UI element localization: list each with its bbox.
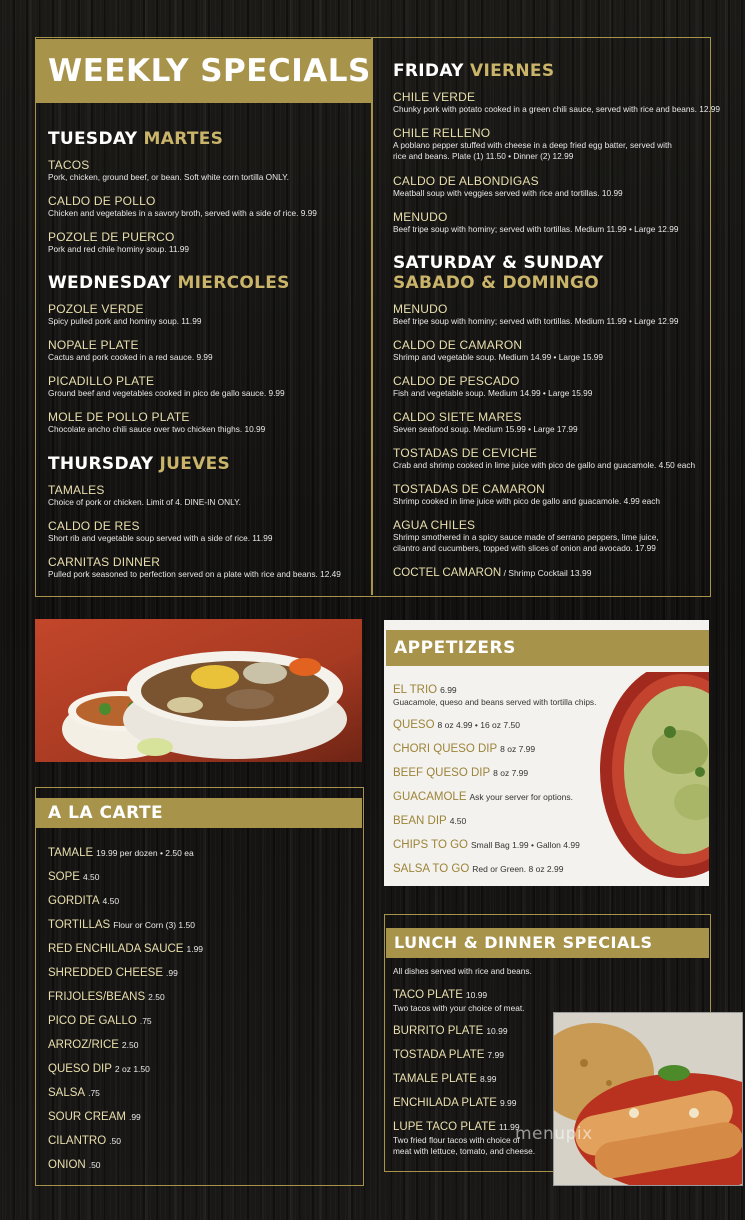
menu-item: CARNITAS DINNER Pulled pork seasoned to perfection served on a plate with rice and beans. 12.49 [48,555,341,579]
menu-item: SHREDDED CHEESE .99 [48,967,178,979]
friday-heading: FRIDAY VIERNES [393,61,555,81]
taco-plate-desc: Two tacos with your choice of meat. [393,1003,525,1013]
menu-item: CHORI QUESO DIP 8 oz 7.99 [393,743,536,755]
menu-item: CALDO DE CAMARON Shrimp and vegetable soup. Medium 14.99 • Large 15.99 [393,338,604,362]
menu-item: CALDO DE ALBONDIGAS Meatball soup with veggies served with rice and tortillas. 10.99 [393,174,623,198]
weekly-specials-title: WEEKLY SPECIALS [36,39,371,103]
menu-item: FRIJOLES/BEANS 2.50 [48,991,165,1003]
menu-item: QUESO DIP 2 oz 1.50 [48,1063,150,1075]
menu-item: TAMALE PLATE 8.99 [393,1073,497,1085]
weekly-specials-divider [371,37,373,595]
coctel-camaron: COCTEL CAMARON / Shrimp Cocktail 13.99 [393,567,592,579]
menu-item: CALDO DE POLLO Chicken and vegetables in a savory broth, served with a side of rice. 9.99 [48,194,317,218]
menu-item: TACOS Pork, chicken, ground beef, or bean. Soft white corn tortilla ONLY. [48,158,289,182]
thursday-heading: THURSDAY JUEVES [48,454,231,474]
menu-item: CALDO SIETE MARES Seven seafood soup. Medium 15.99 • Large 17.99 [393,410,578,434]
menu-item: MENUDO Beef tripe soup with hominy; served with tortillas. Medium 11.99 • Large 12.99 [393,302,679,326]
watermark-text: menupix [515,1124,593,1144]
menu-item: CALDO DE RES Short rib and vegetable soup served with a side of rice. 11.99 [48,519,273,543]
lupe-taco-desc: Two fried flour tacos with choice of meat with lettuce, tomato, and cheese. [393,1135,536,1156]
guacamole-image [600,672,709,886]
menu-item: TOSTADAS DE CEVICHE Crab and shrimp cooked in lime juice with pico de gallo and guacamole. 4.50 each [393,446,696,470]
menu-item: BEAN DIP 4.50 [393,815,467,827]
menu-item: SALSA .75 [48,1087,100,1099]
menu-item: BEEF QUESO DIP 8 oz 7.99 [393,767,529,779]
el-trio-desc: Guacamole, queso and beans served with tortilla chips. [393,697,597,707]
menu-item: SOUR CREAM .99 [48,1111,141,1123]
a-la-carte-title: A LA CARTE [36,798,362,828]
lunch-dinner-note: All dishes served with rice and beans. [393,966,532,976]
tuesday-heading: TUESDAY MARTES [48,129,224,149]
menu-item: TOSTADA PLATE 7.99 [393,1049,504,1061]
menu-item: BURRITO PLATE 10.99 [393,1025,508,1037]
menu-item: RED ENCHILADA SAUCE 1.99 [48,943,204,955]
menu-item: TAMALES Choice of pork or chicken. Limit of 4. DINE-IN ONLY. [48,483,241,507]
menu-item: PICO DE GALLO .75 [48,1015,152,1027]
menu-item: CHIPS TO GO Small Bag 1.99 • Gallon 4.99 [393,839,580,851]
menu-item: TOSTADAS DE CAMARON Shrimp cooked in lime juice with pico de gallo and guacamole. 4.99 each [393,482,661,506]
menu-item: CHILE VERDE Chunky pork with potato cooked in a green chili sauce, served with rice and beans. 12.99 [393,90,720,114]
menu-item: CALDO DE PESCADO Fish and vegetable soup. Medium 14.99 • Large 15.99 [393,374,593,398]
menu-item: ENCHILADA PLATE 9.99 [393,1097,517,1109]
menu-item: LUPE TACO PLATE 11.99 [393,1121,520,1133]
menu-item: MENUDO Beef tripe soup with hominy; served with tortillas. Medium 11.99 • Large 12.99 [393,210,679,234]
menu-item: POZOLE DE PUERCO Pork and red chile hominy soup. 11.99 [48,230,189,254]
appetizers-title: APPETIZERS [386,630,709,666]
weekend-heading: SATURDAY & SUNDAY SABADO & DOMINGO [393,253,604,293]
wednesday-heading: WEDNESDAY MIERCOLES [48,273,290,293]
menu-item: SALSA TO GO Red or Green. 8 oz 2.99 [393,863,564,875]
menu-item: TAMALE 19.99 per dozen • 2.50 ea [48,847,194,859]
menu-item: SOPE 4.50 [48,871,100,883]
menu-item: NOPALE PLATE Cactus and pork cooked in a red sauce. 9.99 [48,338,213,362]
menu-item: MOLE DE POLLO PLATE Chocolate ancho chili sauce over two chicken thighs. 10.99 [48,410,266,434]
soup-photo [35,619,362,762]
menu-item: TACO PLATE 10.99 [393,989,488,1001]
menu-item: CHILE RELLENO A poblano pepper stuffed with cheese in a deep fried egg batter, served with rice and beans. Plate (1) 11.50 • Dinner (2) 12.99 [393,126,672,161]
menu-item: GUACAMOLE Ask your server for options. [393,791,573,803]
menu-item: TORTILLAS Flour or Corn (3) 1.50 [48,919,195,931]
menu-item: AGUA CHILES Shrimp smothered in a spicy sauce made of serrano peppers, lime juice, cilantro and cucumbers, topped with slices of onion and avocado. 17.99 [393,518,659,553]
el-trio: EL TRIO 6.99 [393,684,457,696]
enchilada-photo [553,1012,743,1186]
enchilada-image [554,1013,742,1185]
soup-image [35,619,362,762]
menu-item: PICADILLO PLATE Ground beef and vegetables cooked in pico de gallo sauce. 9.99 [48,374,285,398]
menu-item: POZOLE VERDE Spicy pulled pork and hominy soup. 11.99 [48,302,202,326]
guacamole-photo [600,672,709,886]
menu-item: GORDITA 4.50 [48,895,120,907]
menu-item: ARROZ/RICE 2.50 [48,1039,139,1051]
lunch-dinner-title: LUNCH & DINNER SPECIALS [386,928,709,958]
menu-item: ONION .50 [48,1159,101,1171]
menu-item: QUESO 8 oz 4.99 • 16 oz 7.50 [393,719,520,731]
menu-item: CILANTRO .50 [48,1135,121,1147]
